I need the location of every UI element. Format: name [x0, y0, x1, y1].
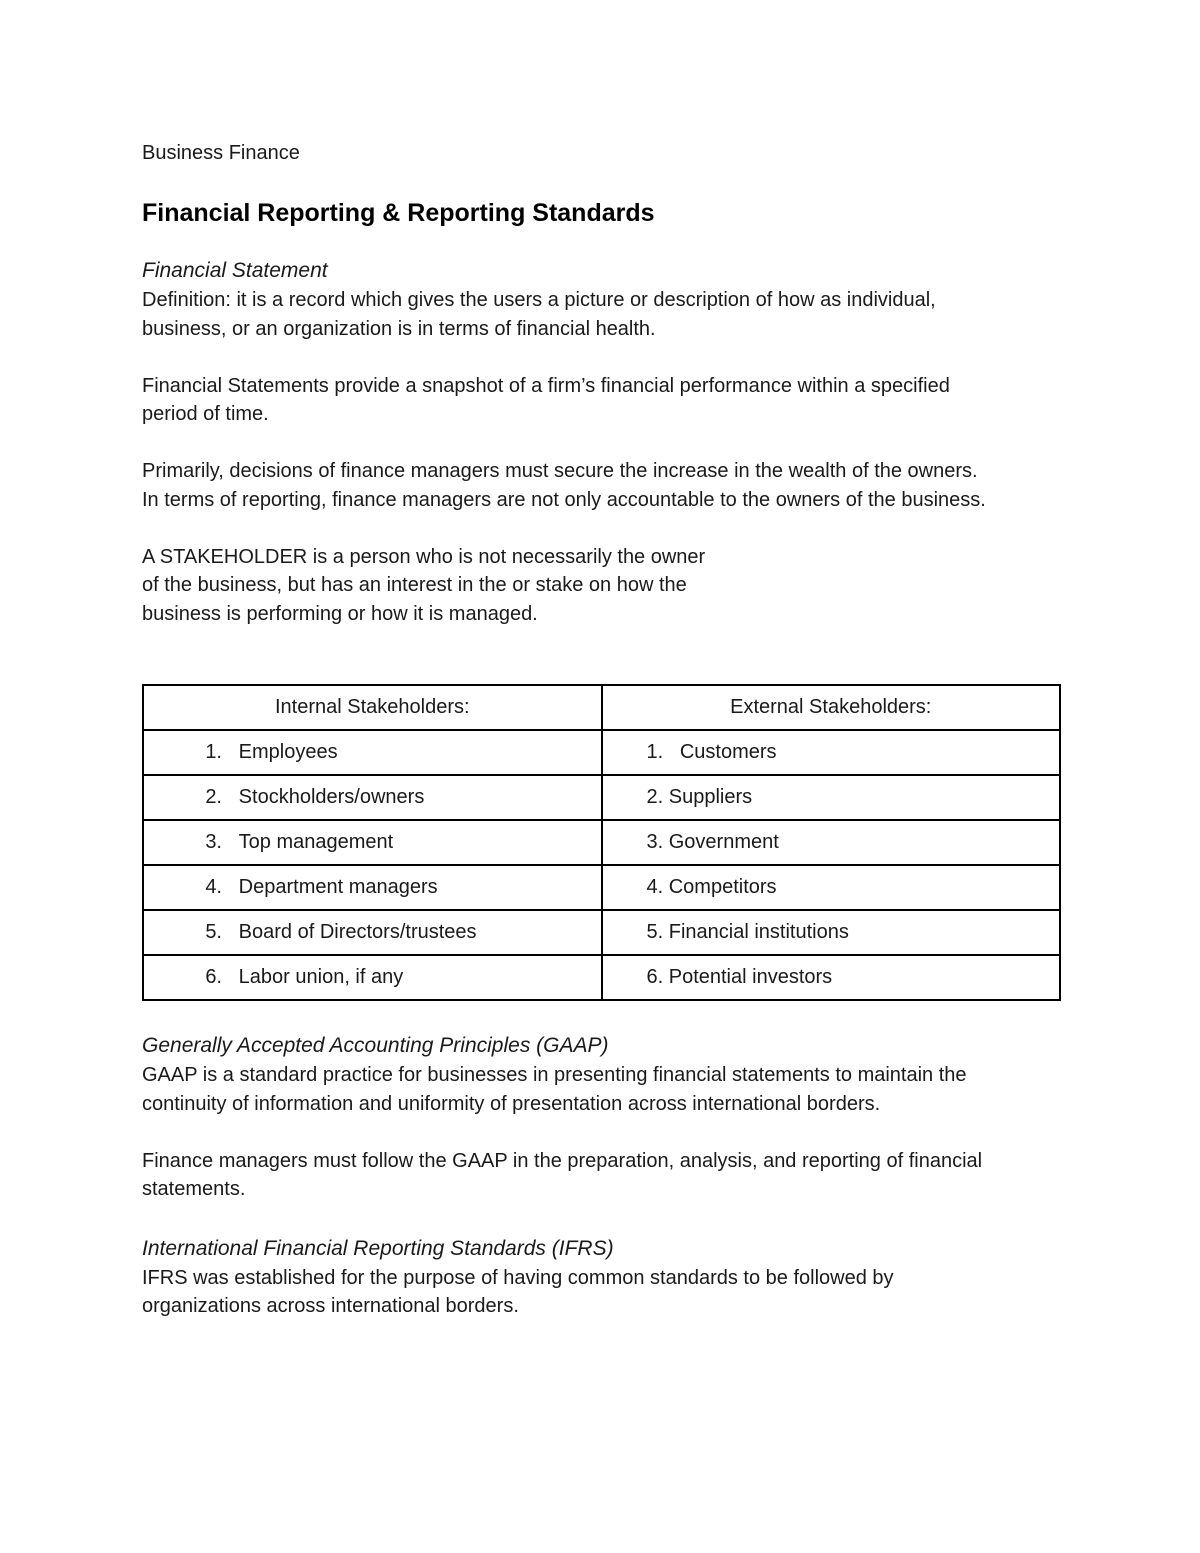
gaap-line-1: GAAP is a standard practice for businesses in presenting financial statements to maintain the — [142, 1064, 967, 1086]
list-number: 6. — [205, 966, 222, 988]
snapshot-line-1: Financial Statements provide a snapshot of a firm’s financial performance within a specified — [142, 374, 950, 397]
table-row — [143, 775, 1060, 820]
stakeholder-line-3: business is performing or how it is managed. — [142, 602, 538, 625]
internal-stakeholder-text: Stockholders/owners — [238, 786, 425, 808]
external-stakeholder-cell: 6. Potential investors — [602, 955, 1061, 1000]
external-stakeholders-header: External Stakeholders: — [602, 685, 1061, 730]
list-number: 4. — [205, 876, 222, 898]
financial-statement-section — [142, 256, 1062, 628]
financial-statement-heading: Financial Statement — [142, 259, 328, 282]
external-stakeholder-cell: 4. Competitors — [602, 865, 1061, 910]
table-row — [143, 820, 1060, 865]
gaap-line-4: statements. — [142, 1178, 246, 1200]
table-row — [143, 865, 1060, 910]
ifrs-section — [142, 1234, 1062, 1321]
internal-stakeholder-cell — [143, 820, 602, 865]
ifrs-heading: International Financial Reporting Standards (IFRS) — [142, 1236, 614, 1260]
internal-stakeholder-text: Employees — [238, 741, 338, 763]
ifrs-line-1: IFRS was established for the purpose of having common standards to be followed by — [142, 1266, 894, 1289]
external-stakeholder-cell: 3. Government — [602, 820, 1061, 865]
internal-stakeholder-cell — [143, 865, 602, 910]
table-row — [143, 955, 1060, 1000]
table-header-row — [143, 685, 1060, 730]
internal-stakeholder-cell — [143, 775, 602, 820]
gaap-line-2: continuity of information and uniformity of presentation across international borders. — [142, 1092, 881, 1115]
definition-line-2: business, or an organization is in terms of financial health. — [142, 317, 656, 340]
internal-stakeholder-text: Labor union, if any — [238, 966, 404, 988]
list-number: 1. — [205, 741, 222, 763]
internal-stakeholder-text: Top management — [238, 831, 394, 853]
stakeholder-line-1: A STAKEHOLDER is a person who is not necessarily the owner — [142, 545, 706, 568]
gaap-line-3: Finance managers must follow the GAAP in the preparation, analysis, and reporting of financial — [142, 1149, 983, 1172]
list-number: 2. — [205, 786, 222, 808]
subject-label: Business Finance — [142, 142, 300, 164]
internal-stakeholder-cell — [143, 730, 602, 775]
gaap-heading: Generally Accepted Accounting Principles (GAAP) — [142, 1034, 609, 1057]
internal-stakeholder-cell — [143, 910, 602, 955]
stakeholder-definition — [142, 543, 762, 629]
stakeholders-table — [142, 684, 1061, 1001]
page-title: Financial Reporting & Reporting Standards — [142, 199, 655, 227]
list-number: 5. — [205, 921, 222, 943]
snapshot-line-2: period of time. — [142, 403, 269, 425]
document-page — [142, 138, 1062, 1321]
internal-stakeholder-text: Department managers — [238, 876, 438, 898]
primarily-line-1: Primarily, decisions of finance managers must secure the increase in the wealth of the owners. — [142, 460, 978, 482]
gaap-section — [142, 1031, 1062, 1204]
ifrs-line-2: organizations across international borders. — [142, 1295, 519, 1317]
stakeholder-line-2: of the business, but has an interest in the or stake on how the — [142, 574, 687, 596]
table-row — [143, 910, 1060, 955]
table-row — [143, 730, 1060, 775]
primarily-line-2: In terms of reporting, finance managers are not only accountable to the owners of the business. — [142, 488, 986, 511]
internal-stakeholders-header: Internal Stakeholders: — [143, 685, 602, 730]
external-stakeholder-cell: 5. Financial institutions — [602, 910, 1061, 955]
definition-line-1: Definition: it is a record which gives the users a picture or description of how as individual, — [142, 289, 936, 311]
external-stakeholder-cell: 1. Customers — [602, 730, 1061, 775]
list-number: 3. — [205, 831, 222, 853]
internal-stakeholder-cell — [143, 955, 602, 1000]
external-stakeholder-cell: 2. Suppliers — [602, 775, 1061, 820]
internal-stakeholder-text: Board of Directors/trustees — [238, 921, 477, 943]
